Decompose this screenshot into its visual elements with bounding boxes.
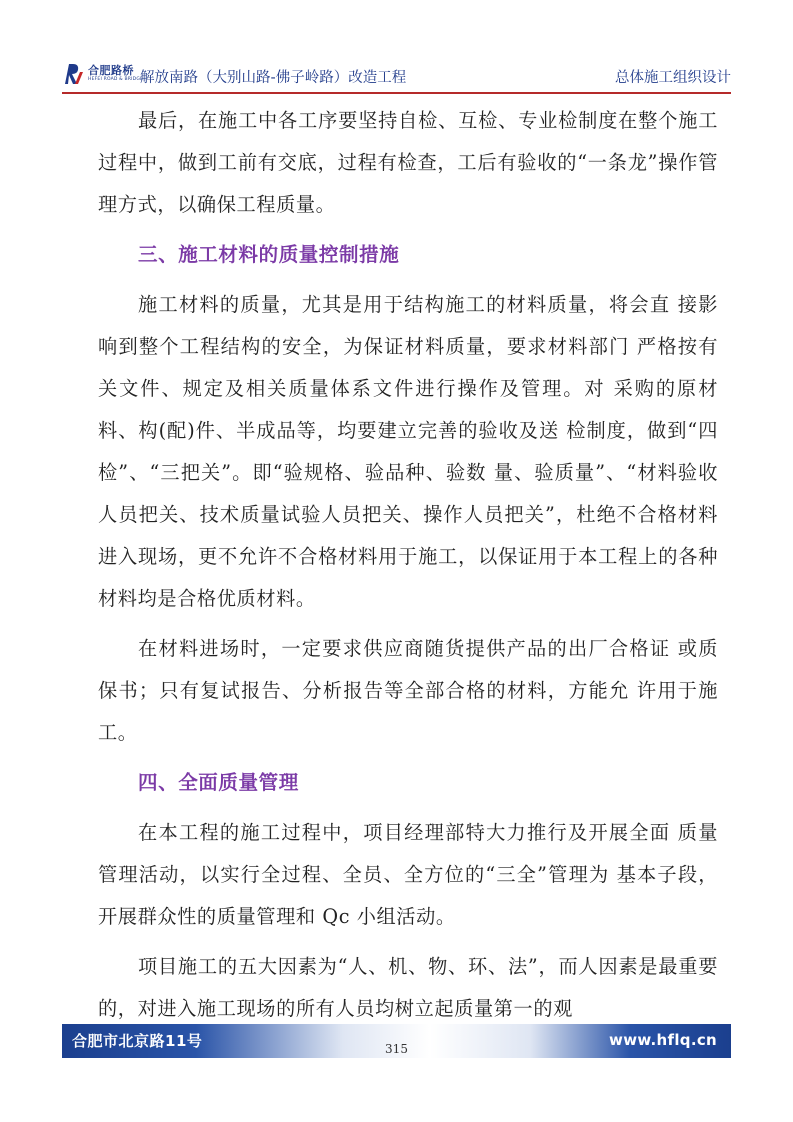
paragraph-tqm: 在本工程的施工过程中，项目经理部特大力推行及开展全面 质量管理活动，以实行全过程、全员、全方位的“三全”管理为 基本子段，开展群众性的质量管理和 Qc 小组活动。 xyxy=(98,821,718,928)
logo-subtext: HEFEI ROAD & BRIDGE xyxy=(88,77,144,82)
footer-website: www.hflq.cn xyxy=(609,1031,717,1049)
project-title: 解放南路（大别山路-佛子岭路）改造工程 xyxy=(140,70,407,86)
paragraph-material-quality: 施工材料的质量，尤其是用于结构施工的材料质量，将会直 接影响到整个工程结构的安全，为保证材料质量，要求材料部门 严格按有关文件、规定及相关质量体系文件进行操作及管理。对 采购的原材料、构(配)件、半成品等，均要建立完善的验收及送 检制度，做到“四检”、“三把关”。即“验规格、验品种、验数 量、验质量”、“材料验收人员把关、技术质量试验人员把关、操作人员把关”，杜绝不合格材料进入现场，更不允许不合格材料用于施工，以保证用于本工程上的各种材料均是合格优质材料。 xyxy=(98,293,718,610)
page-header xyxy=(62,60,731,90)
footer-address: 合肥市北京路11号 xyxy=(72,1032,203,1050)
header-divider xyxy=(62,92,731,94)
section-heading-tqm: 四、全面质量管理 xyxy=(138,771,299,794)
page-number: 315 xyxy=(385,1042,408,1056)
paragraph-five-factors: 项目施工的五大因素为“人、机、物、环、法”，而人因素是最重要的，对进入施工现场的所有人员均树立起质量第一的观 xyxy=(98,955,718,1020)
paragraph-closing-inspection: 最后，在施工中各工序要坚持自检、互检、专业检制度在整个施工过程中，做到工前有交底，过程有检查，工后有验收的“一条龙”操作管理方式，以确保工程质量。 xyxy=(98,109,718,216)
logo-text: 合肥路桥 xyxy=(88,64,134,77)
section-title: 总体施工组织设计 xyxy=(615,70,731,86)
document-body xyxy=(98,100,718,1030)
paragraph-material-entry: 在材料进场时，一定要求供应商随货提供产品的出厂合格证 或质保书；只有复试报告、分析报告等全部合格的材料，方能允 许用于施工。 xyxy=(98,637,718,744)
company-logo xyxy=(62,62,143,86)
section-heading-materials: 三、施工材料的质量控制措施 xyxy=(138,243,400,266)
logo-mark-icon xyxy=(62,62,84,86)
